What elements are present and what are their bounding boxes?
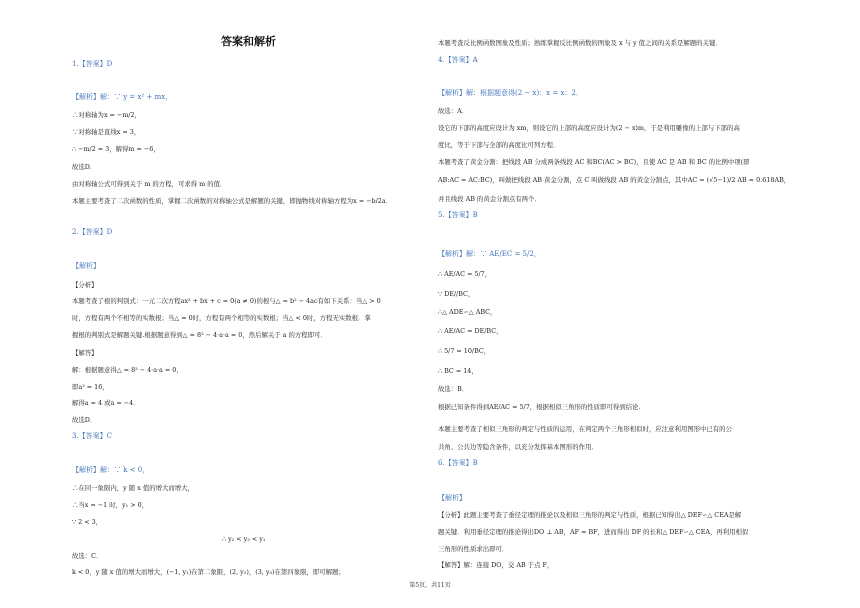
text-line: 三角形的性质求出即可． — [438, 545, 509, 553]
text-line: 【解析】解：根据题意得(2 − x)：x = x：2． — [438, 89, 583, 97]
text-line: ∴ AE/AC = 5/7， — [438, 270, 492, 278]
text-line: 【解答】解：连接 DO，交 AB 于点 F， — [438, 561, 554, 569]
page-title: 答案和解析 — [221, 35, 276, 48]
text-line: 【解答】 — [72, 349, 98, 357]
text-line: 并且线段 AB 的黄金分割点有两个． — [438, 195, 541, 203]
text-line: 1.【答案】D — [72, 60, 113, 68]
text-line: 5.【答案】B — [438, 211, 478, 219]
text-line: 根据已知条件得到AE/AC = 5/7，根据相似三角形的性质即可得到结论． — [438, 403, 645, 411]
text-line: ∴ −m/2 = 3，解得m = −6， — [72, 145, 160, 153]
text-line: 【分析】 — [72, 281, 98, 289]
text-line: 本题考查了黄金分割：把线段 AB 分成两条线段 AC 和BC(AC > BC)，且使 AC 是 AB 和 BC 的比例中项(即 — [438, 158, 750, 166]
text-line: 解：根据题意得△ = 8² − 4·a·a = 0， — [72, 366, 183, 374]
text-line: ∵ DE//BC， — [438, 290, 475, 298]
text-line: 题关键．利用垂径定理的推论得出DO ⊥ AB，AF = BF，进而得出 DF 的长和△ DEF∽△ CEA，再利用相似 — [438, 528, 749, 536]
text-line: ∴ AE/AC = DE/BC， — [438, 327, 503, 335]
text-line: 4.【答案】A — [438, 56, 478, 64]
text-line: ∴ 5/7 = 10/BC， — [438, 347, 491, 355]
text-line: 故选：B． — [438, 385, 469, 393]
text-line: 【解析】解：∵ y = x² + mx， — [72, 93, 173, 101]
text-line: 本题主要考查了二次函数的性质，掌握二次函数的对称轴公式是解题的关键，即抛物线对称轴方程为x = −b/2a． — [72, 197, 393, 205]
text-line: 本题考查反比例函数图象及性质；熟练掌握反比例函数的图象及 x 与 y 值之间的关系是解题的关键． — [438, 39, 722, 47]
text-line: 解得a = 4 或a = −4． — [72, 399, 140, 407]
text-line: 握根的判别式是解题关键.根据题意得到△ = 8² − 4·a·a = 0，然后解关于 a 的方程即可． — [72, 331, 327, 339]
text-line: 设它的下部的高度应设计为 xm，则设它的上部的高度应设计为(2 − x)m，于是利用雕像的上部与下部的高 — [438, 124, 740, 132]
text-line: ∴当x = −1 时，y₁ > 0， — [72, 501, 149, 509]
text-line: ∴ y₂ < y₃ < y₁ — [222, 535, 266, 543]
text-line: AB:AC = AC:BC)，叫做把线段 AB 黄金分割，点 C 叫做线段 AB 的黄金分割点，其中AC = (√5−1)/2 AB ≈ 0.618AB， — [438, 176, 791, 184]
text-line: 【解析】 — [72, 262, 100, 270]
text-line: 时，方程有两个不相等的实数根；当△ = 0时，方程有两个相等的实数根；当△ < 0时，方程无实数根．掌 — [72, 314, 371, 322]
text-line: ∴对称轴为x = −m/2， — [72, 111, 141, 119]
text-line: 即a² = 16， — [72, 383, 109, 391]
text-line: 故选：C． — [72, 552, 103, 560]
text-line: 2.【答案】D — [72, 228, 113, 236]
text-line: ∴在同一象限内，y 随 x 值的增大而增大， — [72, 484, 194, 492]
page-footer: 第5页，共11页 — [409, 582, 451, 589]
text-line: ∵ 2 < 3， — [72, 518, 103, 526]
text-line: 由对称轴公式可得到关于 m 的方程，可求得 m 的值． — [72, 180, 227, 188]
text-line: 共角、公共边等隐含条件，以充分发挥基本图形的作用． — [438, 443, 598, 451]
text-line: 【分析】此题主要考查了垂径定理的推论以及相似三角形的判定与性质，根据已知得出△ DEF∽△ CEA是解 — [438, 511, 742, 519]
text-line: 【解析】 — [438, 494, 466, 502]
text-line: k < 0，y 随 x 值的增大而增大，(−1, y₁)在第二象限，(2, y₂)，(3, y₃)在第四象限，即可解题； — [72, 568, 345, 576]
text-line: 本题考查了根的判别式：一元二次方程ax² + bx + c = 0(a ≠ 0)的根与△ = b² − 4ac有如下关系：当△ > 0 — [72, 297, 381, 305]
text-line: 故选D． — [72, 163, 97, 171]
text-line: ∴ BC = 14， — [438, 367, 478, 375]
text-line: 故选D． — [72, 416, 97, 424]
text-line: 本题主要考查了相似三角形的判定与性质的运用，在判定两个三角形相似时，应注意利用图形中已有的公 — [438, 425, 732, 433]
text-line: 【解析】解：∵ k < 0， — [72, 466, 150, 474]
text-line: ∵对称轴是直线x = 3， — [72, 128, 141, 136]
text-line: ∴△ ADE∽△ ABC， — [438, 308, 497, 316]
text-line: 度比，等于下部与全部的高度比可列方程． — [438, 141, 560, 149]
text-line: 3.【答案】C — [72, 432, 113, 440]
text-line: 故选：A． — [438, 107, 469, 115]
text-line: 【解析】解：∵ AE/EC = 5/2， — [438, 250, 541, 258]
text-line: 6.【答案】B — [438, 459, 478, 467]
